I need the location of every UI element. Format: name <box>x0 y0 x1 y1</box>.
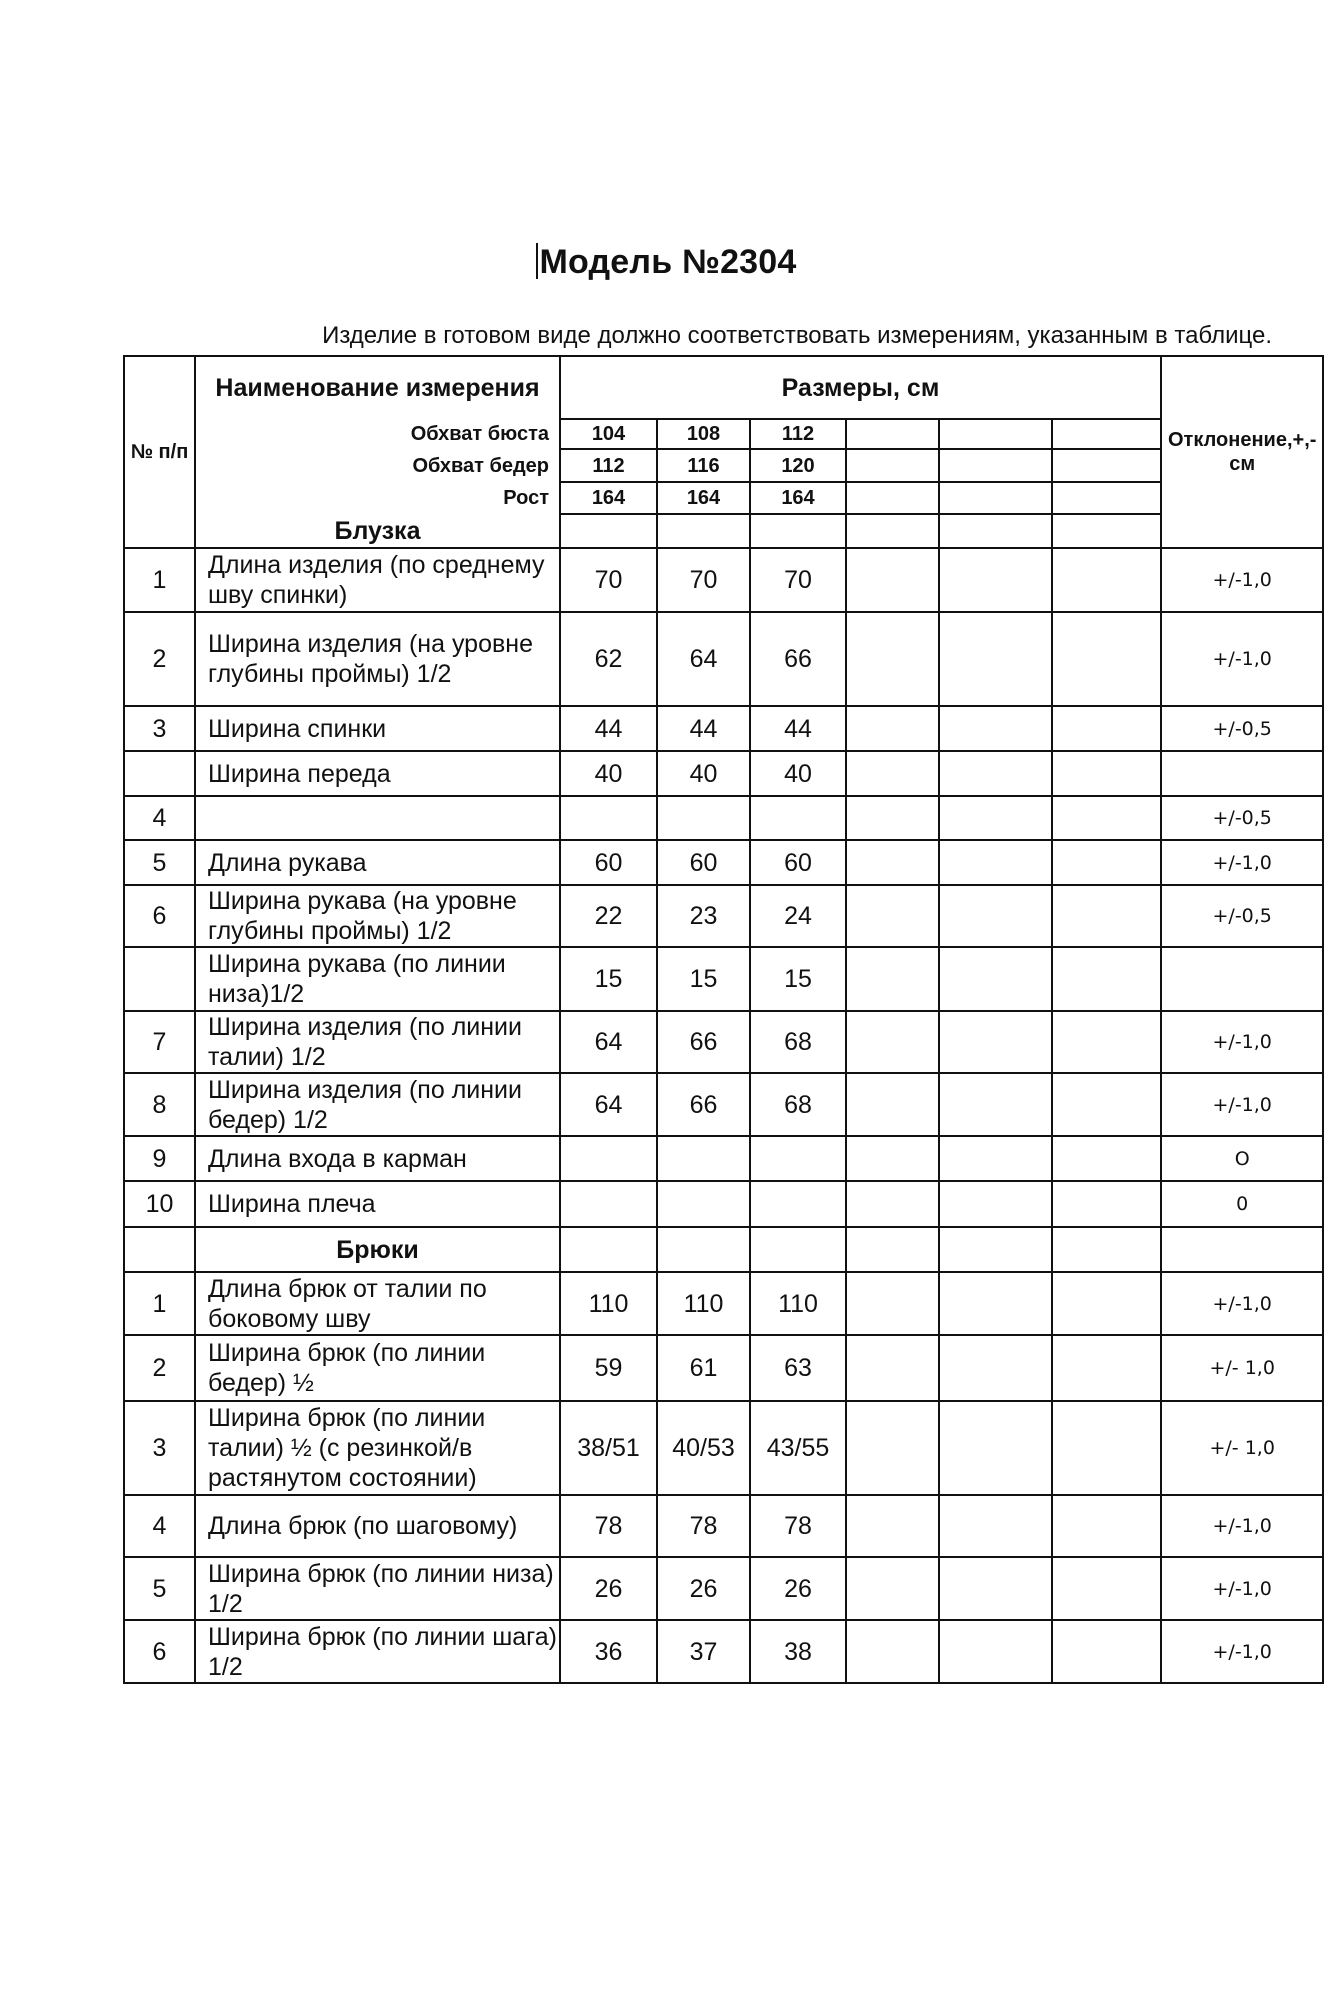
empty-cell <box>750 1227 846 1272</box>
size-value <box>939 885 1052 947</box>
size-value <box>1052 1401 1161 1495</box>
size-value <box>1052 1011 1161 1073</box>
size-value: 43/55 <box>750 1401 846 1495</box>
size-value <box>846 1495 939 1557</box>
measurement-table <box>123 355 1324 1684</box>
empty-cell <box>1052 1227 1161 1272</box>
size-value <box>846 548 939 612</box>
size-value <box>846 840 939 885</box>
empty-cell <box>750 514 846 548</box>
measurement-name: Длина входа в карман <box>195 1136 560 1181</box>
size-param-value <box>846 449 939 482</box>
size-param-value <box>939 419 1052 449</box>
size-value <box>939 1335 1052 1401</box>
size-value: 70 <box>560 548 657 612</box>
size-value <box>939 1073 1052 1136</box>
size-value: 44 <box>750 706 846 751</box>
size-value <box>846 706 939 751</box>
size-value <box>846 1401 939 1495</box>
row-number: 1 <box>124 1272 195 1335</box>
table-row <box>124 1136 1323 1181</box>
size-value <box>939 1495 1052 1557</box>
size-value: 64 <box>560 1011 657 1073</box>
size-value <box>939 548 1052 612</box>
measurement-name: Ширина изделия (на уровне глубины проймы) 1/2 <box>195 612 560 706</box>
empty-cell <box>846 1227 939 1272</box>
tolerance-value: +/-1,0 <box>1161 1620 1323 1683</box>
table-row <box>124 947 1323 1011</box>
size-value <box>750 796 846 840</box>
empty-cell <box>560 1227 657 1272</box>
row-number: 2 <box>124 612 195 706</box>
empty-cell <box>846 514 939 548</box>
size-value <box>1052 947 1161 1011</box>
page-title: Модель №2304 <box>0 243 1333 282</box>
table-row <box>124 840 1323 885</box>
size-value <box>846 1073 939 1136</box>
table-row <box>124 1401 1323 1495</box>
size-value: 40 <box>560 751 657 796</box>
row-number: 5 <box>124 1557 195 1620</box>
header-tolerance: Отклонение,+,- см <box>1161 356 1323 548</box>
size-value <box>846 1335 939 1401</box>
size-value <box>1052 1620 1161 1683</box>
empty-cell <box>1161 1227 1323 1272</box>
size-value <box>846 1136 939 1181</box>
tolerance-value: +/-1,0 <box>1161 548 1323 612</box>
size-value <box>846 751 939 796</box>
measurement-name: Ширина брюк (по линии бедер) ½ <box>195 1335 560 1401</box>
size-param-value: 120 <box>750 449 846 482</box>
size-value: 15 <box>750 947 846 1011</box>
row-number: 5 <box>124 840 195 885</box>
size-value: 78 <box>750 1495 846 1557</box>
table-row <box>124 1272 1323 1335</box>
measurement-name: Ширина брюк (по линии низа) 1/2 <box>195 1557 560 1620</box>
measurement-name: Длина изделия (по среднему шву спинки) <box>195 548 560 612</box>
size-value <box>560 796 657 840</box>
size-param-value <box>1052 482 1161 514</box>
size-value: 66 <box>657 1073 750 1136</box>
table-row <box>124 1181 1323 1227</box>
size-value: 26 <box>560 1557 657 1620</box>
size-param-value: 116 <box>657 449 750 482</box>
size-param-label: Обхват бедер <box>195 449 560 482</box>
size-value <box>1052 1181 1161 1227</box>
row-number: 4 <box>124 1495 195 1557</box>
table-row <box>124 1620 1323 1683</box>
size-value <box>657 1181 750 1227</box>
table-row <box>124 1557 1323 1620</box>
size-value <box>657 1136 750 1181</box>
size-value: 44 <box>560 706 657 751</box>
size-param-value <box>939 449 1052 482</box>
size-value: 40/53 <box>657 1401 750 1495</box>
table-row <box>124 706 1323 751</box>
row-number: 8 <box>124 1073 195 1136</box>
size-value: 22 <box>560 885 657 947</box>
size-param-label: Обхват бюста <box>195 419 560 449</box>
size-value <box>939 1401 1052 1495</box>
tolerance-value: +/-1,0 <box>1161 1011 1323 1073</box>
size-value <box>846 796 939 840</box>
size-param-value: 164 <box>750 482 846 514</box>
size-value: 78 <box>657 1495 750 1557</box>
tolerance-value: +/-1,0 <box>1161 1495 1323 1557</box>
size-value <box>846 947 939 1011</box>
size-value <box>939 612 1052 706</box>
size-value <box>846 612 939 706</box>
size-value: 24 <box>750 885 846 947</box>
size-value: 38 <box>750 1620 846 1683</box>
size-value <box>939 1181 1052 1227</box>
size-param-value <box>846 419 939 449</box>
size-value <box>939 706 1052 751</box>
size-value: 68 <box>750 1073 846 1136</box>
size-value <box>1052 1136 1161 1181</box>
size-value <box>939 947 1052 1011</box>
size-value: 26 <box>750 1557 846 1620</box>
measurement-name: Ширина рукава (на уровне глубины проймы) 1/2 <box>195 885 560 947</box>
size-value: 60 <box>750 840 846 885</box>
section-header-row <box>124 1227 1323 1272</box>
empty-cell <box>657 514 750 548</box>
empty-cell <box>1052 514 1161 548</box>
empty-cell <box>657 1227 750 1272</box>
size-value: 66 <box>657 1011 750 1073</box>
measurement-name: Ширина брюк (по линии талии) ½ (с резинкой/в растянутом состоянии) <box>195 1401 560 1495</box>
size-value: 40 <box>657 751 750 796</box>
tolerance-value: +/-1,0 <box>1161 1557 1323 1620</box>
table-row <box>124 796 1323 840</box>
size-value: 40 <box>750 751 846 796</box>
size-param-row <box>124 449 1323 482</box>
measurement-name: Ширина брюк (по линии шага) 1/2 <box>195 1620 560 1683</box>
size-value <box>846 885 939 947</box>
table-row <box>124 548 1323 612</box>
measurement-name: Длина брюк от талии по боковому шву <box>195 1272 560 1335</box>
size-value: 38/51 <box>560 1401 657 1495</box>
size-value <box>1052 612 1161 706</box>
size-value <box>939 1011 1052 1073</box>
size-value <box>1052 751 1161 796</box>
empty-cell <box>939 1227 1052 1272</box>
size-value: 78 <box>560 1495 657 1557</box>
size-value <box>657 796 750 840</box>
tolerance-value: +/-0,5 <box>1161 706 1323 751</box>
measurement-name <box>195 796 560 840</box>
empty-cell <box>939 514 1052 548</box>
measurement-name: Ширина плеча <box>195 1181 560 1227</box>
size-value <box>750 1181 846 1227</box>
header-sizes: Размеры, см <box>560 356 1161 419</box>
size-value <box>1052 796 1161 840</box>
measurement-name: Ширина спинки <box>195 706 560 751</box>
section-title: Брюки <box>195 1227 560 1272</box>
size-value: 23 <box>657 885 750 947</box>
header-number: № п/п <box>124 356 195 548</box>
row-number: 9 <box>124 1136 195 1181</box>
size-value: 110 <box>560 1272 657 1335</box>
tolerance-value <box>1161 751 1323 796</box>
measurement-name: Ширина рукава (по линии низа)1/2 <box>195 947 560 1011</box>
size-value <box>560 1181 657 1227</box>
size-value <box>560 1136 657 1181</box>
size-value: 64 <box>657 612 750 706</box>
size-value: 70 <box>657 548 750 612</box>
size-value: 66 <box>750 612 846 706</box>
table-row <box>124 1011 1323 1073</box>
size-value <box>1052 840 1161 885</box>
row-number: 2 <box>124 1335 195 1401</box>
size-param-value <box>1052 419 1161 449</box>
size-value <box>1052 1495 1161 1557</box>
size-value: 36 <box>560 1620 657 1683</box>
measurement-name: Ширина изделия (по линии талии) 1/2 <box>195 1011 560 1073</box>
table-row <box>124 1335 1323 1401</box>
size-value <box>846 1620 939 1683</box>
row-number: 3 <box>124 1401 195 1495</box>
size-value: 37 <box>657 1620 750 1683</box>
size-value <box>939 1272 1052 1335</box>
size-value: 62 <box>560 612 657 706</box>
size-param-value: 164 <box>560 482 657 514</box>
header-name: Наименование измерения <box>195 356 560 419</box>
table-row <box>124 751 1323 796</box>
size-param-value <box>1052 449 1161 482</box>
size-param-label: Рост <box>195 482 560 514</box>
size-value <box>846 1272 939 1335</box>
size-value <box>1052 885 1161 947</box>
size-value <box>1052 1557 1161 1620</box>
size-value <box>939 796 1052 840</box>
size-value: 68 <box>750 1011 846 1073</box>
size-param-value <box>939 482 1052 514</box>
tolerance-value <box>1161 947 1323 1011</box>
size-param-value: 112 <box>560 449 657 482</box>
row-number: 3 <box>124 706 195 751</box>
row-number: 7 <box>124 1011 195 1073</box>
tolerance-value: +/-0,5 <box>1161 796 1323 840</box>
tolerance-value: +/-1,0 <box>1161 1272 1323 1335</box>
table-row <box>124 612 1323 706</box>
empty-cell <box>124 1227 195 1272</box>
measurement-name: Длина брюк (по шаговому) <box>195 1495 560 1557</box>
row-number <box>124 947 195 1011</box>
size-value: 64 <box>560 1073 657 1136</box>
size-value: 60 <box>560 840 657 885</box>
size-value: 70 <box>750 548 846 612</box>
tolerance-value: O <box>1161 1136 1323 1181</box>
size-value <box>939 1557 1052 1620</box>
size-value: 44 <box>657 706 750 751</box>
size-value <box>846 1181 939 1227</box>
size-value: 59 <box>560 1335 657 1401</box>
size-value <box>939 751 1052 796</box>
row-number: 6 <box>124 1620 195 1683</box>
table-row <box>124 1073 1323 1136</box>
row-number: 10 <box>124 1181 195 1227</box>
empty-cell <box>560 514 657 548</box>
size-value <box>1052 548 1161 612</box>
measurement-name: Ширина переда <box>195 751 560 796</box>
size-value <box>939 840 1052 885</box>
size-value: 63 <box>750 1335 846 1401</box>
section-header-row <box>124 514 1323 548</box>
size-value <box>939 1620 1052 1683</box>
measurement-name: Ширина изделия (по линии бедер) 1/2 <box>195 1073 560 1136</box>
section-title: Блузка <box>195 514 560 548</box>
tolerance-value: +/-0,5 <box>1161 885 1323 947</box>
size-value: 110 <box>750 1272 846 1335</box>
size-value: 61 <box>657 1335 750 1401</box>
row-number <box>124 751 195 796</box>
page-subtitle: Изделие в готовом виде должно соответствовать измерениям, указанным в таблице. <box>322 322 1272 349</box>
size-value <box>939 1136 1052 1181</box>
size-value: 110 <box>657 1272 750 1335</box>
row-number: 1 <box>124 548 195 612</box>
size-param-value: 104 <box>560 419 657 449</box>
tolerance-value: +/- 1,0 <box>1161 1335 1323 1401</box>
size-param-row <box>124 482 1323 514</box>
size-param-value: 112 <box>750 419 846 449</box>
size-value: 15 <box>560 947 657 1011</box>
size-value <box>750 1136 846 1181</box>
tolerance-value: +/-1,0 <box>1161 840 1323 885</box>
size-value <box>846 1011 939 1073</box>
size-param-value: 164 <box>657 482 750 514</box>
size-param-value <box>846 482 939 514</box>
row-number: 4 <box>124 796 195 840</box>
size-value <box>1052 1272 1161 1335</box>
size-value: 26 <box>657 1557 750 1620</box>
measurement-name: Длина рукава <box>195 840 560 885</box>
size-value: 15 <box>657 947 750 1011</box>
tolerance-value: 0 <box>1161 1181 1323 1227</box>
tolerance-value: +/-1,0 <box>1161 1073 1323 1136</box>
size-value <box>1052 706 1161 751</box>
table-row <box>124 885 1323 947</box>
size-value: 60 <box>657 840 750 885</box>
tolerance-value: +/- 1,0 <box>1161 1401 1323 1495</box>
size-value <box>1052 1335 1161 1401</box>
table-row <box>124 1495 1323 1557</box>
tolerance-value: +/-1,0 <box>1161 612 1323 706</box>
size-param-value: 108 <box>657 419 750 449</box>
row-number: 6 <box>124 885 195 947</box>
size-value <box>846 1557 939 1620</box>
size-value <box>1052 1073 1161 1136</box>
size-param-row <box>124 419 1323 449</box>
